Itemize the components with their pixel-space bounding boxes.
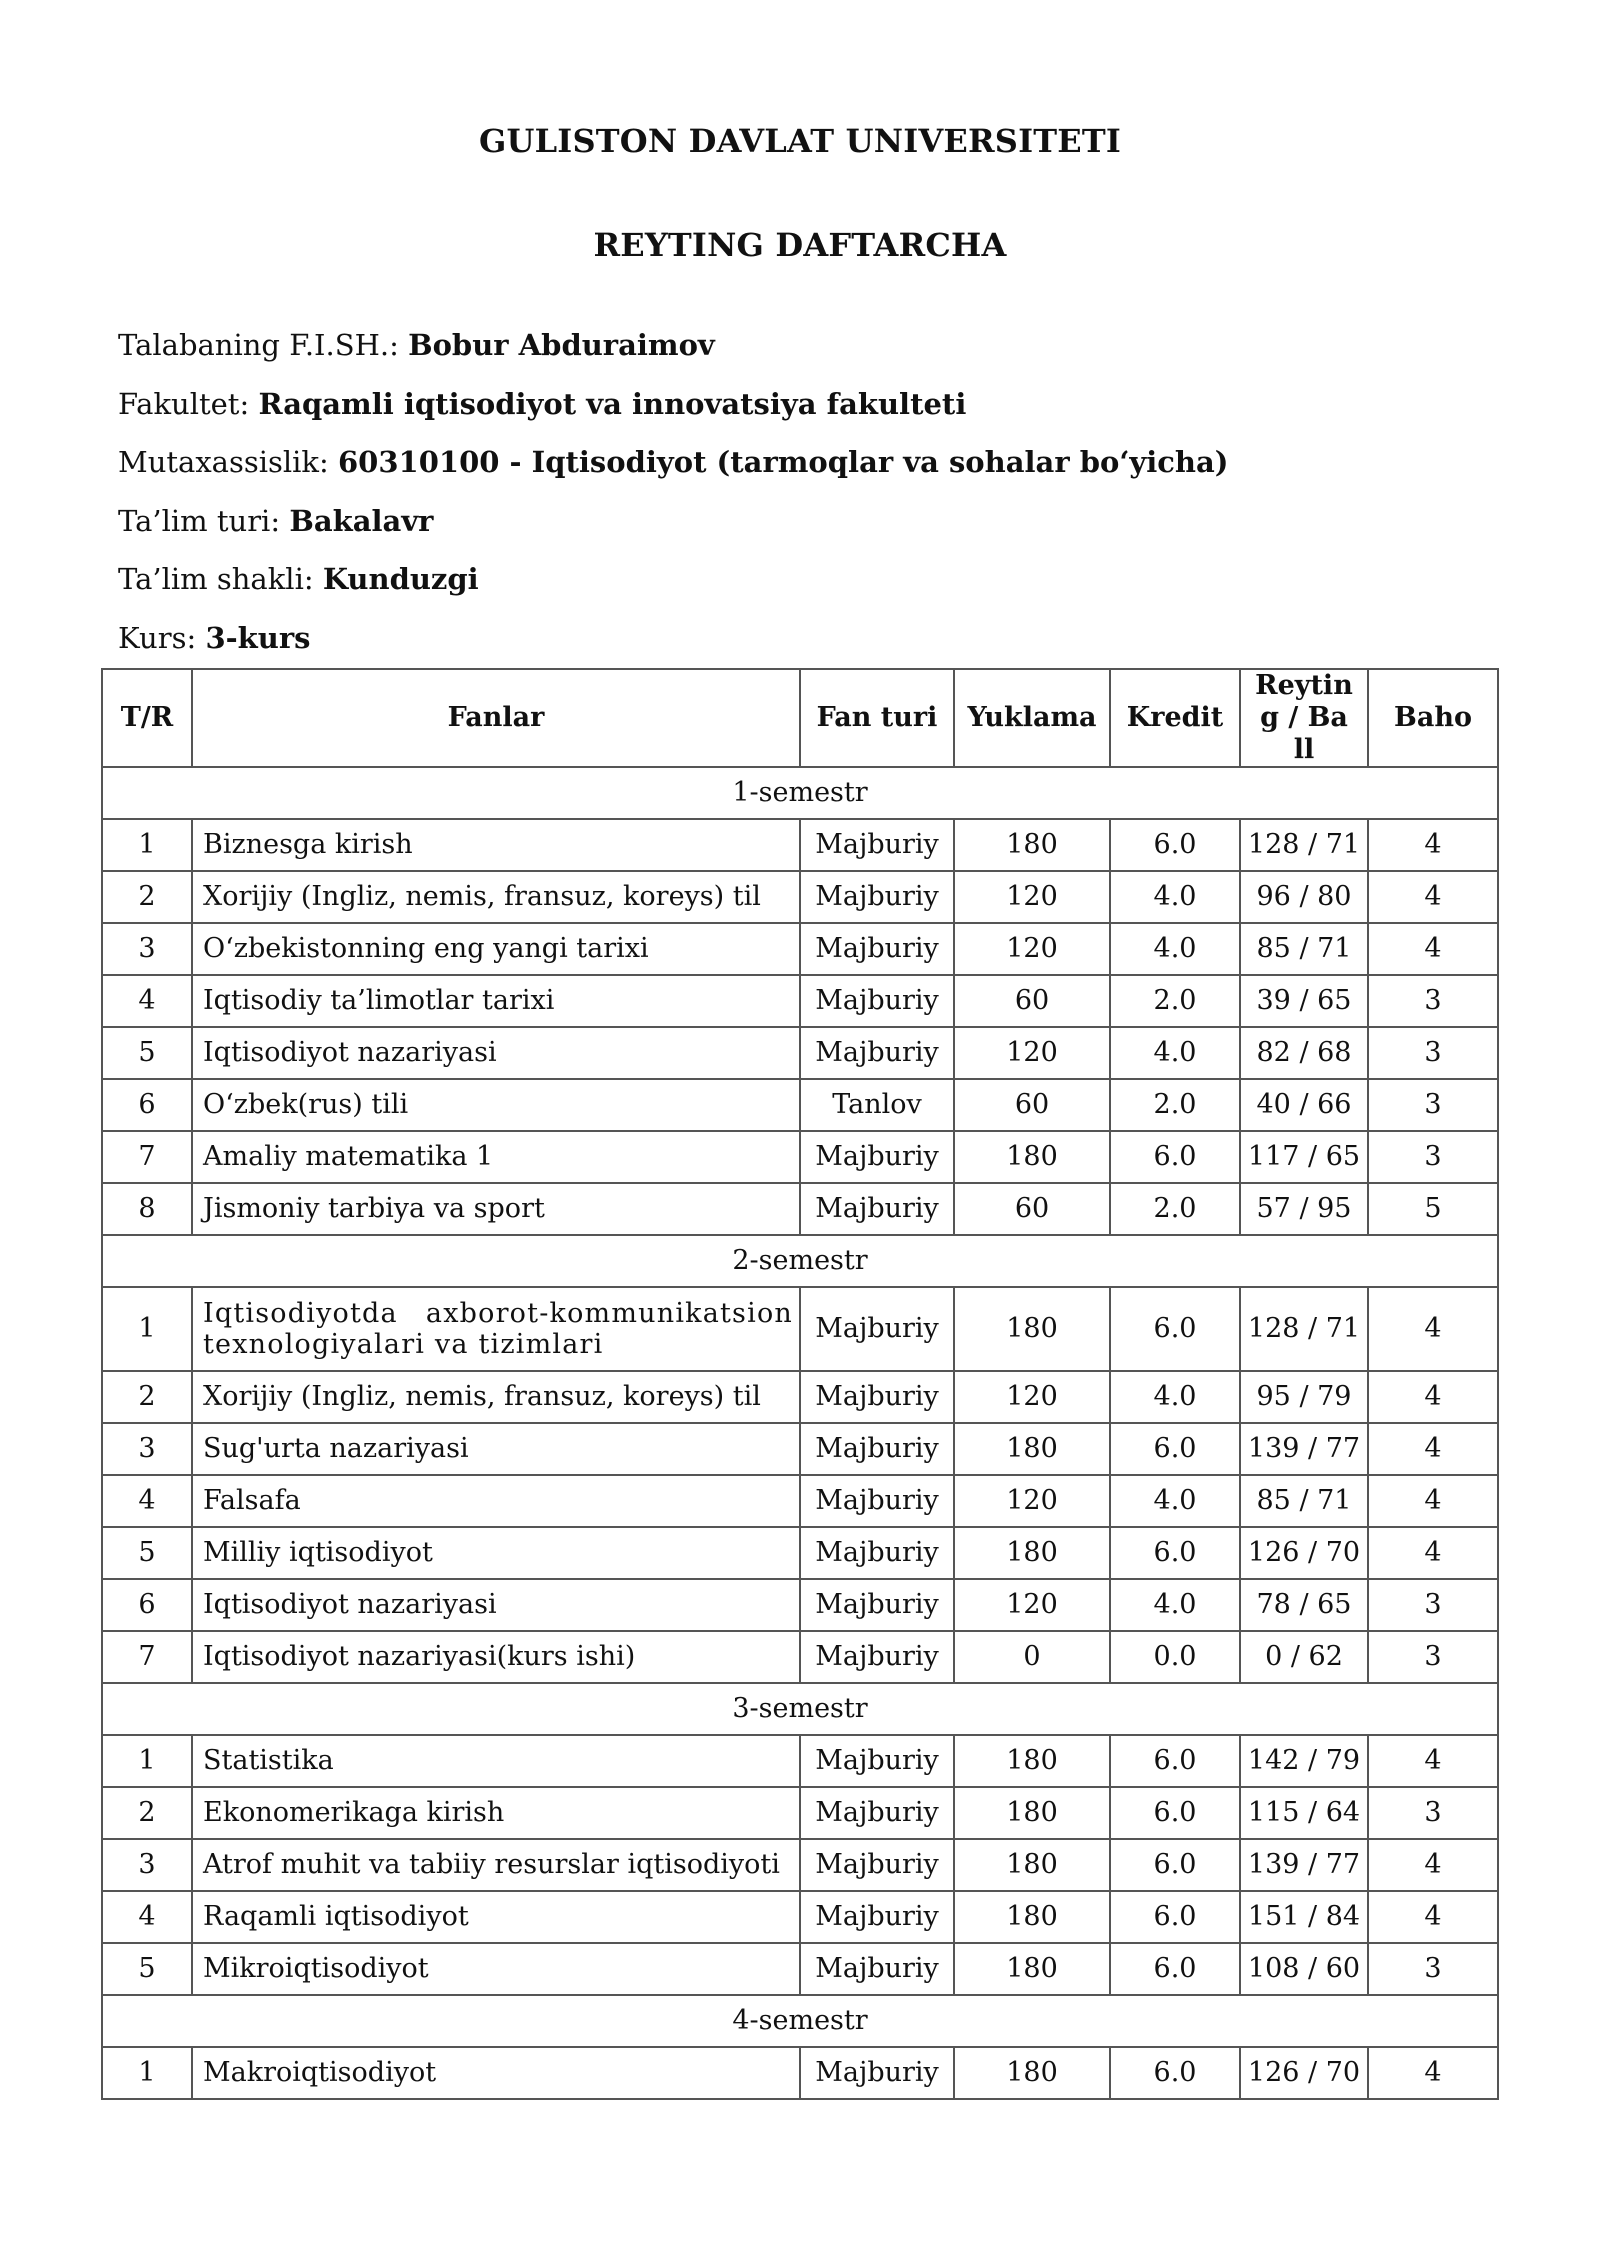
- subject-name: Iqtisodiyotda axborot-kommunikatsion texnologiyalari va tizimlari: [192, 1287, 800, 1371]
- grade: 4: [1368, 1475, 1498, 1527]
- rating-score: 96 / 80: [1240, 871, 1368, 923]
- load-hours: 120: [954, 923, 1110, 975]
- credit: 6.0: [1110, 1787, 1240, 1839]
- rating-score: 126 / 70: [1240, 1527, 1368, 1579]
- credit: 4.0: [1110, 1579, 1240, 1631]
- credit: 6.0: [1110, 1131, 1240, 1183]
- rating-score: 142 / 79: [1240, 1735, 1368, 1787]
- row-number: 1: [102, 1287, 192, 1371]
- header-subject-type: Fan turi: [800, 669, 954, 767]
- row-number: 4: [102, 1475, 192, 1527]
- subject-type: Majburiy: [800, 1631, 954, 1683]
- row-number: 8: [102, 1183, 192, 1235]
- rating-score: 115 / 64: [1240, 1787, 1368, 1839]
- row-number: 2: [102, 1371, 192, 1423]
- rating-score: 40 / 66: [1240, 1079, 1368, 1131]
- subject-name: Atrof muhit va tabiiy resurslar iqtisodiyoti: [192, 1839, 800, 1891]
- credit: 6.0: [1110, 1287, 1240, 1371]
- grade: 4: [1368, 1839, 1498, 1891]
- row-number: 3: [102, 1839, 192, 1891]
- row-number: 1: [102, 1735, 192, 1787]
- grade: 4: [1368, 819, 1498, 871]
- grades-table: [101, 668, 1499, 2100]
- load-hours: 120: [954, 1371, 1110, 1423]
- subject-type: Majburiy: [800, 1787, 954, 1839]
- grade: 4: [1368, 871, 1498, 923]
- grade: 3: [1368, 1787, 1498, 1839]
- table-row: [102, 1943, 1498, 1995]
- load-hours: 180: [954, 1787, 1110, 1839]
- load-hours: 120: [954, 1475, 1110, 1527]
- subject-type: Majburiy: [800, 871, 954, 923]
- table-row: [102, 1027, 1498, 1079]
- table-row: [102, 1735, 1498, 1787]
- subject-name: Amaliy matematika 1: [192, 1131, 800, 1183]
- grade: 4: [1368, 1287, 1498, 1371]
- credit: 4.0: [1110, 871, 1240, 923]
- education-form-value: Kunduzgi: [322, 562, 479, 596]
- load-hours: 180: [954, 1131, 1110, 1183]
- rating-score: 82 / 68: [1240, 1027, 1368, 1079]
- semester-row: [102, 1683, 1498, 1735]
- grade: 3: [1368, 1579, 1498, 1631]
- table-header-row: [102, 669, 1498, 767]
- info-label: Kurs:: [118, 620, 197, 655]
- grade: 3: [1368, 975, 1498, 1027]
- row-number: 4: [102, 1891, 192, 1943]
- load-hours: 120: [954, 1027, 1110, 1079]
- rating-score: 128 / 71: [1240, 1287, 1368, 1371]
- load-hours: 180: [954, 1287, 1110, 1371]
- credit: 4.0: [1110, 1475, 1240, 1527]
- semester-label: 3-semestr: [102, 1683, 1498, 1735]
- load-hours: 180: [954, 819, 1110, 871]
- row-number: 7: [102, 1131, 192, 1183]
- rating-score: 95 / 79: [1240, 1371, 1368, 1423]
- rating-score: 78 / 65: [1240, 1579, 1368, 1631]
- load-hours: 60: [954, 1079, 1110, 1131]
- load-hours: 120: [954, 871, 1110, 923]
- grade: 4: [1368, 1891, 1498, 1943]
- subject-type: Majburiy: [800, 1735, 954, 1787]
- info-label: Mutaxassislik:: [118, 445, 329, 479]
- subject-type: Majburiy: [800, 1131, 954, 1183]
- semester-label: 2-semestr: [102, 1235, 1498, 1287]
- subject-name: Ekonomerikaga kirish: [192, 1787, 800, 1839]
- row-number: 5: [102, 1527, 192, 1579]
- grades-body: [102, 767, 1498, 2099]
- rating-score: 117 / 65: [1240, 1131, 1368, 1183]
- grade: 4: [1368, 1423, 1498, 1475]
- subject-name: Iqtisodiy ta’limotlar tarixi: [192, 975, 800, 1027]
- grade: 4: [1368, 923, 1498, 975]
- subject-name: Jismoniy tarbiya va sport: [192, 1183, 800, 1235]
- grade: 3: [1368, 1027, 1498, 1079]
- table-row: [102, 1891, 1498, 1943]
- table-row: [102, 1079, 1498, 1131]
- info-row-faculty: [118, 375, 1229, 434]
- university-title: GULISTON DAVLAT UNIVERSITETI: [478, 122, 1122, 160]
- subject-type: Majburiy: [800, 1475, 954, 1527]
- subject-type: Majburiy: [800, 1527, 954, 1579]
- credit: 2.0: [1110, 1079, 1240, 1131]
- load-hours: 60: [954, 1183, 1110, 1235]
- subject-type: Majburiy: [800, 1371, 954, 1423]
- credit: 6.0: [1110, 1527, 1240, 1579]
- table-row: [102, 1183, 1498, 1235]
- subject-name: Statistika: [192, 1735, 800, 1787]
- grade: 3: [1368, 1131, 1498, 1183]
- credit: 4.0: [1110, 923, 1240, 975]
- table-row: [102, 1787, 1498, 1839]
- load-hours: 0: [954, 1631, 1110, 1683]
- table-row: [102, 1475, 1498, 1527]
- subject-name: Biznesga kirish: [192, 819, 800, 871]
- subject-type: Majburiy: [800, 975, 954, 1027]
- load-hours: 60: [954, 975, 1110, 1027]
- subject-name: O‘zbek(rus) tili: [192, 1079, 800, 1131]
- header-tr: T/R: [102, 669, 192, 767]
- subject-type: Majburiy: [800, 2047, 954, 2099]
- rating-score: 85 / 71: [1240, 1475, 1368, 1527]
- info-label: Fakultet:: [118, 386, 250, 421]
- load-hours: 180: [954, 1891, 1110, 1943]
- subject-type: Majburiy: [800, 1943, 954, 1995]
- grade: 4: [1368, 1371, 1498, 1423]
- load-hours: 180: [954, 2047, 1110, 2099]
- subject-name: Xorijiy (Ingliz, nemis, fransuz, koreys) til: [192, 871, 800, 923]
- info-label: Ta’lim shakli:: [118, 562, 314, 596]
- header-credit: Kredit: [1110, 669, 1240, 767]
- table-row: [102, 2047, 1498, 2099]
- row-number: 6: [102, 1079, 192, 1131]
- subject-name: Mikroiqtisodiyot: [192, 1943, 800, 1995]
- rating-score: 128 / 71: [1240, 819, 1368, 871]
- document-title: REYTING DAFTARCHA: [593, 226, 1007, 264]
- header-grade: Baho: [1368, 669, 1498, 767]
- grade: 3: [1368, 1631, 1498, 1683]
- load-hours: 180: [954, 1735, 1110, 1787]
- student-info: [118, 316, 1229, 667]
- faculty-value: Raqamli iqtisodiyot va innovatsiya fakulteti: [258, 386, 967, 421]
- subject-name: Iqtisodiyot nazariyasi: [192, 1579, 800, 1631]
- credit: 6.0: [1110, 2047, 1240, 2099]
- table-row: [102, 923, 1498, 975]
- load-hours: 180: [954, 1943, 1110, 1995]
- subject-name: Xorijiy (Ingliz, nemis, fransuz, koreys) til: [192, 1371, 800, 1423]
- rating-score: 0 / 62: [1240, 1631, 1368, 1683]
- rating-score: 139 / 77: [1240, 1423, 1368, 1475]
- row-number: 1: [102, 2047, 192, 2099]
- table-row: [102, 1631, 1498, 1683]
- rating-score: 151 / 84: [1240, 1891, 1368, 1943]
- info-row-education-form: [118, 550, 1229, 609]
- subject-name: Milliy iqtisodiyot: [192, 1527, 800, 1579]
- rating-score: 139 / 77: [1240, 1839, 1368, 1891]
- subject-type: Majburiy: [800, 1423, 954, 1475]
- rating-score: 39 / 65: [1240, 975, 1368, 1027]
- row-number: 5: [102, 1943, 192, 1995]
- rating-score: 57 / 95: [1240, 1183, 1368, 1235]
- credit: 6.0: [1110, 819, 1240, 871]
- row-number: 2: [102, 1787, 192, 1839]
- row-number: 2: [102, 871, 192, 923]
- info-row-specialty: [118, 433, 1229, 492]
- info-row-course: [118, 609, 1229, 668]
- table-row: [102, 819, 1498, 871]
- table-row: [102, 1423, 1498, 1475]
- grade: 4: [1368, 1735, 1498, 1787]
- semester-label: 4-semestr: [102, 1995, 1498, 2047]
- subject-type: Majburiy: [800, 1027, 954, 1079]
- table-row: [102, 871, 1498, 923]
- subject-type: Majburiy: [800, 1891, 954, 1943]
- credit: 6.0: [1110, 1943, 1240, 1995]
- subject-name: Falsafa: [192, 1475, 800, 1527]
- credit: 0.0: [1110, 1631, 1240, 1683]
- table-row: [102, 1287, 1498, 1371]
- rating-score: 85 / 71: [1240, 923, 1368, 975]
- credit: 6.0: [1110, 1891, 1240, 1943]
- table-row: [102, 1131, 1498, 1183]
- row-number: 4: [102, 975, 192, 1027]
- rating-score: 126 / 70: [1240, 2047, 1368, 2099]
- semester-row: [102, 1995, 1498, 2047]
- rating-score: 108 / 60: [1240, 1943, 1368, 1995]
- subject-type: Majburiy: [800, 1287, 954, 1371]
- load-hours: 180: [954, 1527, 1110, 1579]
- row-number: 7: [102, 1631, 192, 1683]
- row-number: 5: [102, 1027, 192, 1079]
- subject-type: Majburiy: [800, 1579, 954, 1631]
- subject-name: Sug'urta nazariyasi: [192, 1423, 800, 1475]
- subject-name: Iqtisodiyot nazariyasi(kurs ishi): [192, 1631, 800, 1683]
- credit: 6.0: [1110, 1839, 1240, 1891]
- semester-row: [102, 767, 1498, 819]
- subject-type: Tanlov: [800, 1079, 954, 1131]
- info-label: Talabaning F.I.SH.:: [118, 328, 399, 362]
- subject-name: Iqtisodiyot nazariyasi: [192, 1027, 800, 1079]
- header-subjects: Fanlar: [192, 669, 800, 767]
- table-row: [102, 975, 1498, 1027]
- credit: 2.0: [1110, 975, 1240, 1027]
- load-hours: 180: [954, 1423, 1110, 1475]
- table-row: [102, 1839, 1498, 1891]
- student-name: Bobur Abduraimov: [408, 328, 715, 362]
- grade: 4: [1368, 2047, 1498, 2099]
- semester-label: 1-semestr: [102, 767, 1498, 819]
- education-type-value: Bakalavr: [289, 503, 434, 538]
- grade: 4: [1368, 1527, 1498, 1579]
- subject-type: Majburiy: [800, 1183, 954, 1235]
- header-rating: Reytin g / Ball: [1240, 669, 1368, 767]
- table-row: [102, 1579, 1498, 1631]
- subject-type: Majburiy: [800, 1839, 954, 1891]
- grade: 5: [1368, 1183, 1498, 1235]
- info-label: Ta’lim turi:: [118, 503, 281, 538]
- info-row-name: [118, 316, 1229, 375]
- subject-type: Majburiy: [800, 923, 954, 975]
- subject-name: Raqamli iqtisodiyot: [192, 1891, 800, 1943]
- header-load: Yuklama: [954, 669, 1110, 767]
- row-number: 3: [102, 1423, 192, 1475]
- credit: 6.0: [1110, 1735, 1240, 1787]
- subject-name: Makroiqtisodiyot: [192, 2047, 800, 2099]
- credit: 2.0: [1110, 1183, 1240, 1235]
- credit: 4.0: [1110, 1371, 1240, 1423]
- table-row: [102, 1371, 1498, 1423]
- row-number: 1: [102, 819, 192, 871]
- semester-row: [102, 1235, 1498, 1287]
- info-row-education-type: [118, 492, 1229, 551]
- load-hours: 180: [954, 1839, 1110, 1891]
- grade: 3: [1368, 1079, 1498, 1131]
- credit: 4.0: [1110, 1027, 1240, 1079]
- row-number: 6: [102, 1579, 192, 1631]
- load-hours: 120: [954, 1579, 1110, 1631]
- table-row: [102, 1527, 1498, 1579]
- course-value: 3-kurs: [205, 620, 311, 655]
- row-number: 3: [102, 923, 192, 975]
- specialty-value: 60310100 - Iqtisodiyot (tarmoqlar va sohalar bo‘yicha): [338, 445, 1229, 479]
- subject-type: Majburiy: [800, 819, 954, 871]
- credit: 6.0: [1110, 1423, 1240, 1475]
- grade: 3: [1368, 1943, 1498, 1995]
- subject-name: O‘zbekistonning eng yangi tarixi: [192, 923, 800, 975]
